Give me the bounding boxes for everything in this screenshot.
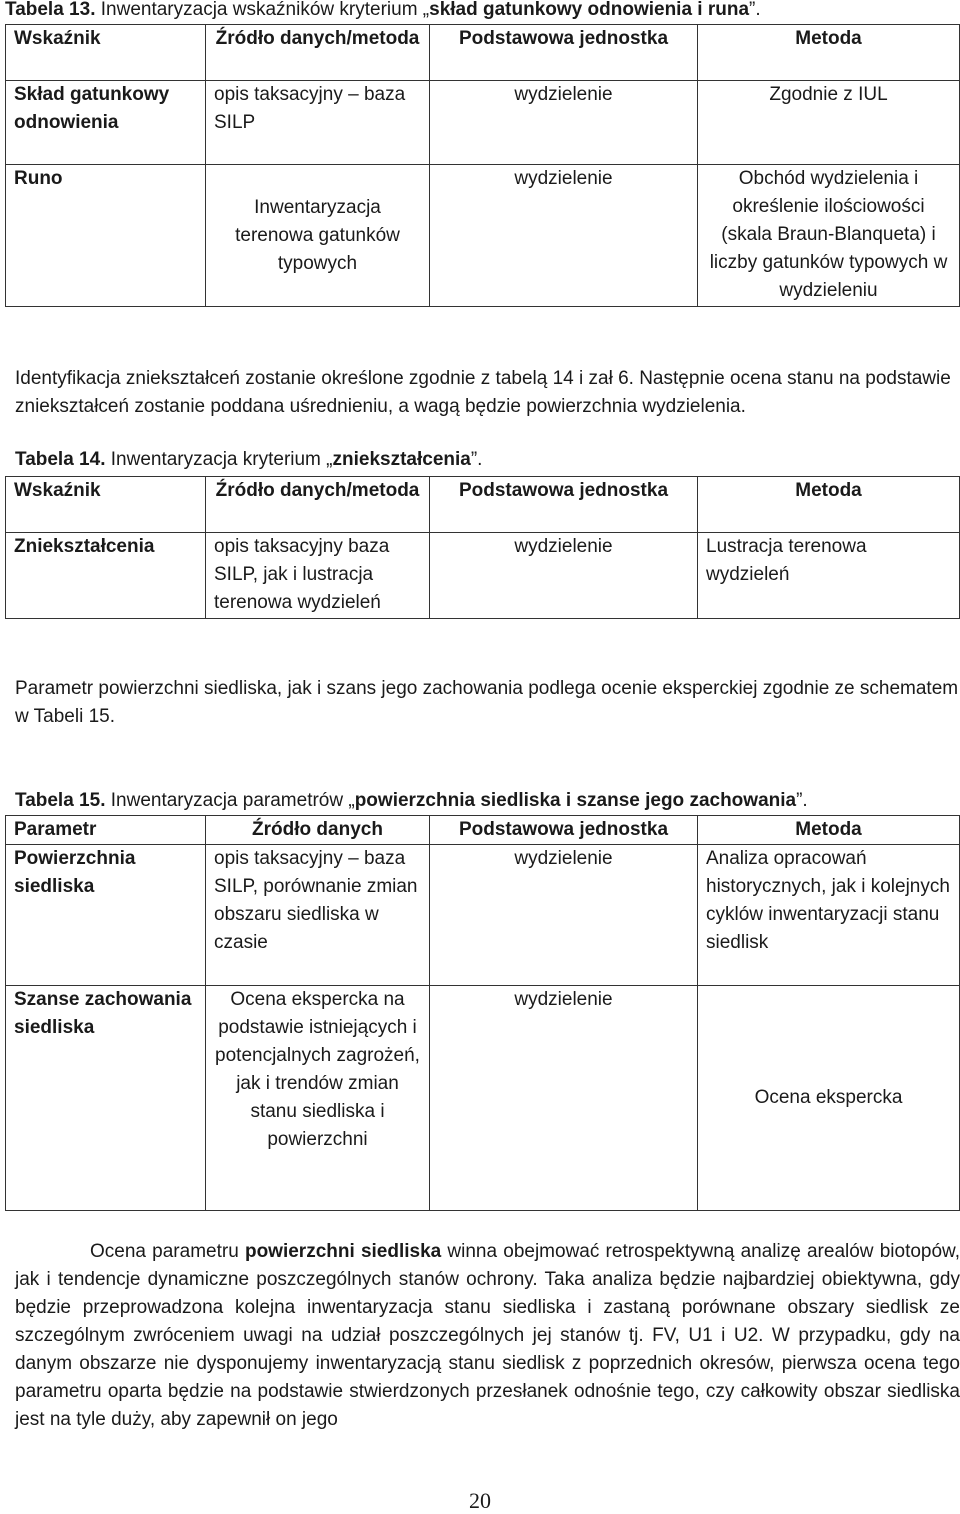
table-cell: opis taksacyjny – baza SILP, porównanie zmian obszaru siedliska w czasie: [206, 845, 430, 986]
table-header-row: [6, 477, 960, 533]
header-cell: Wskaźnik: [6, 477, 206, 533]
table-cell: Szanse zachowania siedliska: [6, 986, 206, 1211]
table-row: [6, 165, 960, 307]
header-cell: Metoda: [698, 816, 960, 845]
header-cell: Wskaźnik: [6, 25, 206, 81]
table-header-row: [6, 25, 960, 81]
page-number: 20: [469, 1488, 491, 1513]
header-cell: Źródło danych/metoda: [206, 477, 430, 533]
table-cell: Powierzchnia siedliska: [6, 845, 206, 986]
header-cell: Źródło danych: [206, 816, 430, 845]
header-cell: Metoda: [698, 477, 960, 533]
table-cell: Ocena ekspercka na podstawie istniejących i potencjalnych zagrożeń, jak i trendów zmian stanu siedliska i powierzchni: [206, 986, 430, 1211]
table-14: [5, 476, 960, 619]
paragraph: Ocena parametru powierzchni siedliska winna obejmować retrospektywną analizę arealów biotopów, jak i tendencje dynamiczne poszczególnych stanów ochrony. Taka analiza będzie najbardziej obiektywna, gdy będzie przeprowadzona kolejna inwentaryzacja stanu siedliska i zastaną porównane obszary siedlisk ze szczególnym zwróceniem uwagi na udział poszczególnych jej stanów tj. FV, U1 i U2. W przypadku, gdy na danym obszarze nie dysponujemy inwentaryzacją stanu siedlisk z poprzednich okresów, pierwsza ocena tego parametru oparta będzie na podstawie stwierdzonych przesłanek odnośnie tego, czy całkowity obszar siedliska jest na tyle duży, aby zapewnił on jego: [15, 1241, 960, 1430]
table-cell: Analiza opracowań historycznych, jak i kolejnych cyklów inwentaryzacji stanu siedlisk: [698, 845, 960, 986]
table-cell: Zniekształcenia: [6, 533, 206, 619]
table-cell: opis taksacyjny – baza SILP: [206, 81, 430, 165]
table-row: [6, 986, 960, 1211]
table-cell: Ocena ekspercka: [698, 986, 960, 1211]
table-15-caption: Tabela 15. Inwentaryzacja parametrów „powierzchnia siedliska i szanse jego zachowania”.: [15, 790, 808, 811]
table-cell: Zgodnie z IUL: [698, 81, 960, 165]
table-13: [5, 24, 960, 307]
header-cell: Podstawowa jednostka: [430, 477, 698, 533]
table-header-row: [6, 816, 960, 845]
table-row: [6, 845, 960, 986]
table-cell: Skład gatunkowy odnowienia: [6, 81, 206, 165]
table-cell: wydzielenie: [430, 986, 698, 1211]
table-cell: wydzielenie: [430, 165, 698, 307]
table-cell: wydzielenie: [430, 845, 698, 986]
header-cell: Parametr: [6, 816, 206, 845]
table-cell: wydzielenie: [430, 533, 698, 619]
table-14-caption: Tabela 14. Inwentaryzacja kryterium „zniekształcenia”.: [15, 449, 483, 470]
paragraph: Parametr powierzchni siedliska, jak i szans jego zachowania podlega ocenie eksperckiej zgodnie ze schematem w Tabeli 15.: [15, 678, 959, 727]
table-cell: Obchód wydzielenia i określenie ilościowości (skala Braun-Blanqueta) i liczby gatunków typowych w wydzieleniu: [698, 165, 960, 307]
table-row: [6, 81, 960, 165]
header-cell: Podstawowa jednostka: [430, 816, 698, 845]
table-cell: Lustracja terenowa wydzieleń: [698, 533, 960, 619]
table-cell: Inwentaryzacja terenowa gatunków typowych: [206, 165, 430, 307]
table-row: [6, 533, 960, 619]
header-cell: Źródło danych/metoda: [206, 25, 430, 81]
table-15: [5, 815, 960, 1211]
header-cell: Metoda: [698, 25, 960, 81]
table-cell: Runo: [6, 165, 206, 307]
table-cell: wydzielenie: [430, 81, 698, 165]
paragraph: Identyfikacja zniekształceń zostanie określone zgodnie z tabelą 14 i zał 6. Następnie ocena stanu na podstawie zniekształceń zostanie poddana uśrednieniu, a wagą będzie powierzchnia wydzielenia.: [15, 368, 951, 417]
table-cell: opis taksacyjny baza SILP, jak i lustracja terenowa wydzieleń: [206, 533, 430, 619]
table-13-caption: Tabela 13. Inwentaryzacja wskaźników kryterium „skład gatunkowy odnowienia i runa”.: [5, 0, 761, 20]
header-cell: Podstawowa jednostka: [430, 25, 698, 81]
